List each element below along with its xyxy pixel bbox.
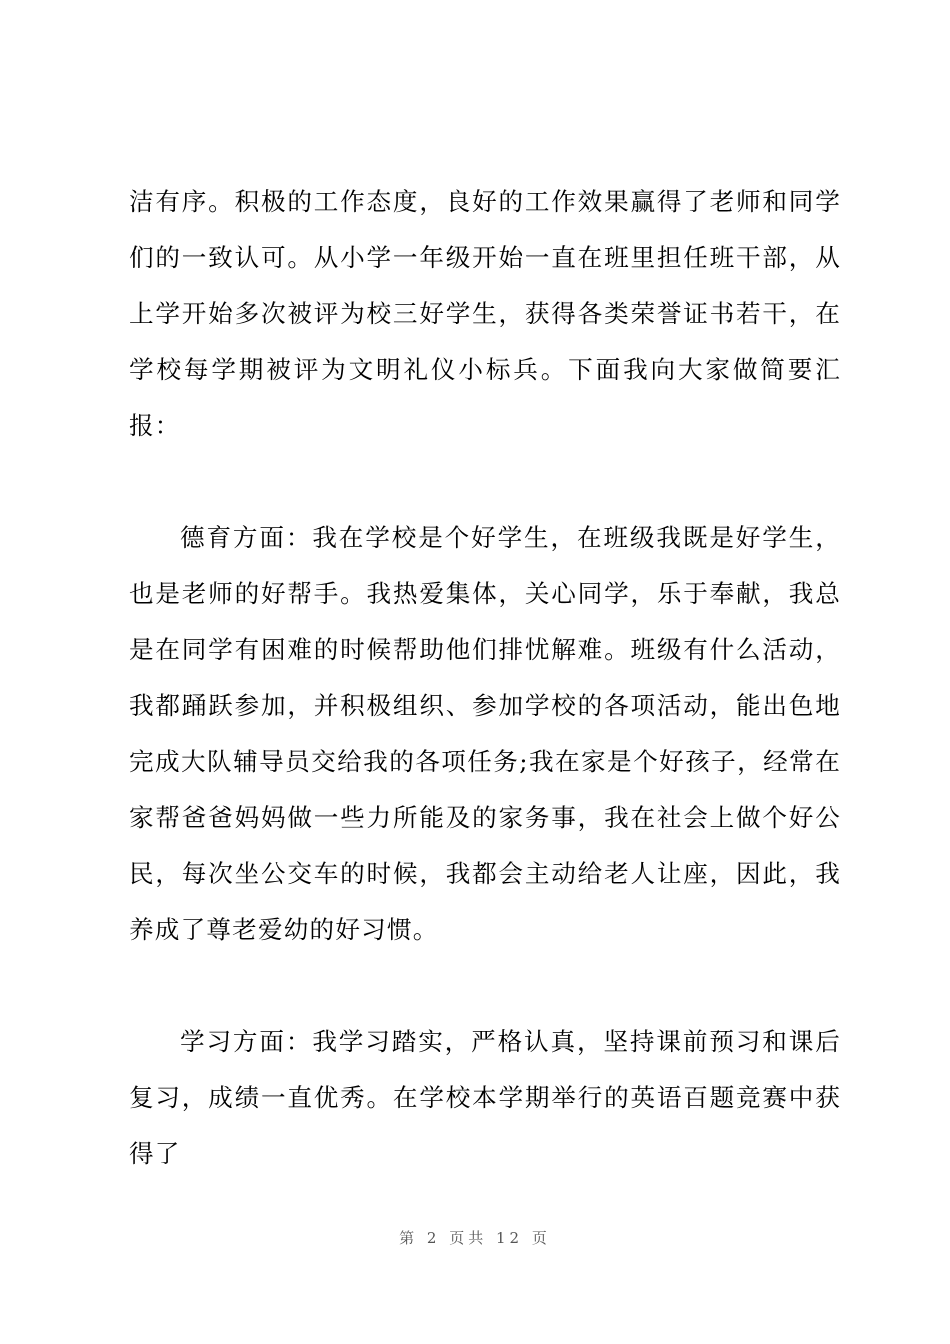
document-body [129,174,841,1182]
paragraph-intro: 洁有序。积极的工作态度，良好的工作效果赢得了老师和同学们的一致认可。从小学一年级开始一直在班里担任班干部，从上学开始多次被评为校三好学生，获得各类荣誉证书若干，在学校每学期被评为文明礼仪小标兵。下面我向大家做简要汇报： [129,187,841,440]
paragraph-study: 学习方面：我学习踏实，严格认真，坚持课前预习和课后复习，成绩一直优秀。在学校本学期举行的英语百题竞赛中获得了 [129,1027,841,1168]
page-number-footer: 第 2 页共 12 页 [399,1229,551,1247]
paragraph-moral-education: 德育方面：我在学校是个好学生，在班级我既是好学生，也是老师的好帮手。我热爱集体，关心同学，乐于奉献，我总是在同学有困难的时候帮助他们排忧解难。班级有什么活动，我都踊跃参加，并积极组织、参加学校的各项活动，能出色地完成大队辅导员交给我的各项任务;我在家是个好孩子，经常在家帮爸爸妈妈做一些力所能及的家务事，我在社会上做个好公民，每次坐公交车的时候，我都会主动给老人让座，因此，我养成了尊老爱幼的好习惯。 [129,523,841,944]
